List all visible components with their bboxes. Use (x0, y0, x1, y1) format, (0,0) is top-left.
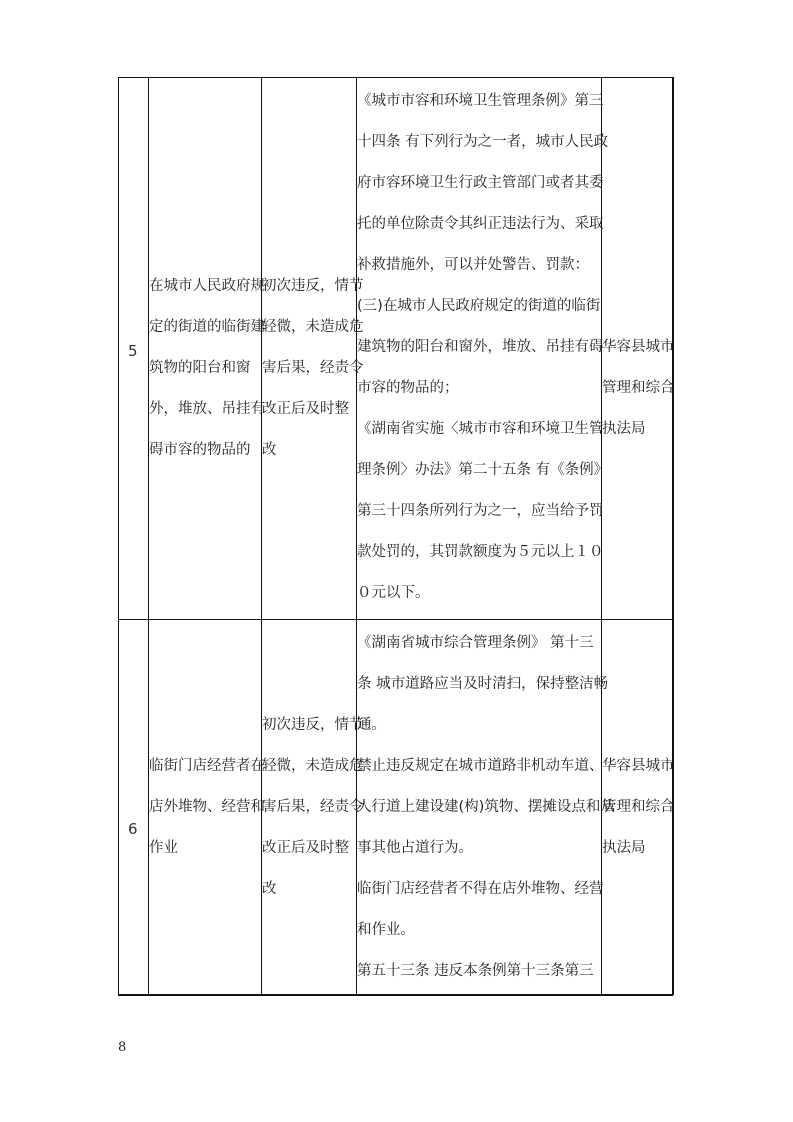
cell-line: 《湖南省实施〈城市市容和环境卫生管 (357, 421, 604, 437)
row-index: 6 (128, 820, 138, 838)
cell-line: 管理和综合 (602, 380, 675, 396)
cell-line: 补救措施外，可以并处警告、罚款： (357, 257, 589, 273)
cell-line: 和作业。 (357, 922, 415, 938)
cell-line: 店外堆物、经营和 (149, 799, 265, 815)
cell-line: 建筑物的阳台和窗外，堆放、吊挂有碍 (357, 339, 604, 355)
cell-line: 市容的物品的； (357, 380, 459, 396)
cell-line: 临街门店经营者在 (149, 758, 265, 774)
cell-line: 《湖南省城市综合管理条例》 第十三 (357, 635, 594, 651)
cell-line: 定的街道的临街建 (149, 319, 265, 335)
cell-line: ０元以下。 (357, 585, 430, 601)
cell-line: 华容县城市 (602, 758, 675, 774)
cell-line: 改 (262, 881, 277, 897)
cell-line: 禁止违反规定在城市道路非机动车道、 (357, 758, 604, 774)
cell-line: 《城市市容和环境卫生管理条例》第三 (357, 93, 604, 109)
cell-line: 碍市容的物品的 (149, 442, 251, 458)
cell-line: 外，堆放、吊挂有 (149, 401, 265, 417)
cell-line: 改正后及时整 (262, 401, 349, 417)
cell-line: 第五十三条 违反本条例第十三条第三 (357, 963, 594, 979)
cell-line: 轻微，未造成危 (262, 319, 364, 335)
cell-line: 改 (262, 442, 277, 458)
cell-line: 理条例〉办法》第二十五条 有《条例》 (357, 462, 609, 478)
cell-line: 十四条 有下列行为之一者，城市人民政 (357, 134, 609, 150)
cell-line: 在城市人民政府规 (149, 278, 265, 294)
cell-line: 作业 (149, 840, 178, 856)
cell-line: 管理和综合 (602, 799, 675, 815)
cell-line: 华容县城市 (602, 339, 675, 355)
cell-line: 条 城市道路应当及时清扫，保持整洁畅 (357, 676, 609, 692)
cell-line: 害后果，经责令 (262, 360, 364, 376)
cell-line: (三)在城市人民政府规定的街道的临街 (357, 298, 601, 314)
cell-line: 托的单位除责令其纠正违法行为、采取 (357, 216, 604, 232)
cell-line: 第三十四条所列行为之一，应当给予罚 (357, 503, 604, 519)
cell-line: 通。 (357, 717, 386, 733)
cell-line: 执法局 (602, 421, 646, 437)
cell-line: 款处罚的，其罚款额度为５元以上１０ (357, 544, 604, 560)
row-divider (118, 619, 673, 620)
cell-line: 初次违反，情节 (262, 278, 364, 294)
cell-line: 临街门店经营者不得在店外堆物、经营 (357, 881, 604, 897)
cell-line: 人行道上建设建(构)筑物、摆摊设点和从 (357, 799, 615, 815)
column-divider (672, 77, 674, 995)
cell-line: 筑物的阳台和窗 (149, 360, 251, 376)
cell-line: 事其他占道行为。 (357, 840, 473, 856)
cell-line: 害后果，经责令 (262, 799, 364, 815)
cell-line: 府市容环境卫生行政主管部门或者其委 (357, 175, 604, 191)
cell-line: 执法局 (602, 840, 646, 856)
cell-line: 改正后及时整 (262, 840, 349, 856)
cell-line: 初次违反，情节 (262, 717, 364, 733)
row-divider (118, 994, 673, 996)
row-index: 5 (128, 342, 138, 360)
cell-line: 轻微，未造成危 (262, 758, 364, 774)
page-number: 8 (118, 1040, 127, 1055)
